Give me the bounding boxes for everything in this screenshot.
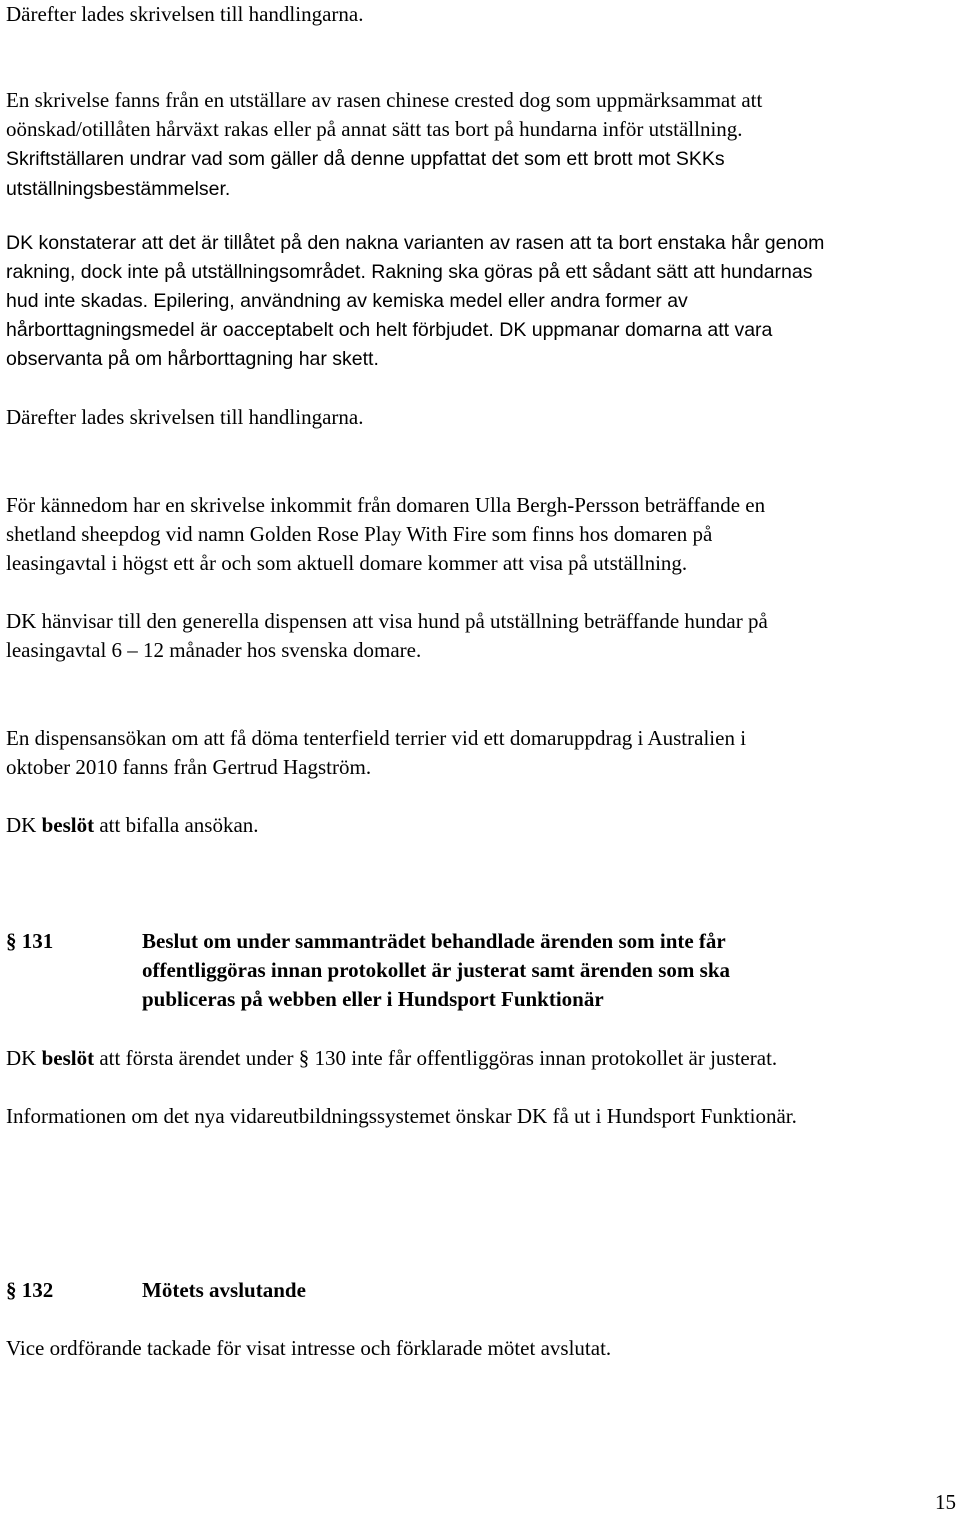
paragraph-meeting-closed: Vice ordförande tackade för visat intresse och förklarade mötet avslutat. xyxy=(6,1336,612,1360)
decision-keyword: beslöt xyxy=(41,1046,95,1070)
paragraph-letter-tail: Skriftställaren undrar vad som gäller då denne uppfattat det som ett brott mot SKKs utställningsbestämmelser. xyxy=(6,148,725,200)
paragraph-dk-conclusion xyxy=(6,229,824,374)
paragraph-letter-chinese-crested xyxy=(6,86,762,204)
paragraph-notice-sheepdog: För kännedom har en skrivelse inkommit från domaren Ulla Bergh-Persson beträffande en shetland sheepdog vid namn Golden Rose Play With Fire som finns hos domaren på leasingavtal i högst ett år och som aktuell domare kommer att visa på utställning. xyxy=(6,493,766,575)
paragraph-dk-decision-1 xyxy=(6,811,259,840)
section-132-number: § 132 xyxy=(6,1278,54,1302)
page-number: 15 xyxy=(935,1490,956,1514)
section-131 xyxy=(6,927,956,1014)
paragraph-letter-lead: En skrivelse fanns från en utställare av rasen chinese crested dog som uppmärksammat att oönskad/otillåten hårväxt rakas eller på annat sätt tas bort på hundarna inför utställning. xyxy=(6,88,763,141)
decision-suffix: att första ärendet under § 130 inte får offentliggöras innan protokollet är justerat. xyxy=(94,1046,778,1070)
paragraph-closing-note-1: Därefter lades skrivelsen till handlingarna. xyxy=(6,2,364,26)
paragraph-dispensation-application: En dispensansökan om att få döma tenterfield terrier vid ett domaruppdrag i Australien i oktober 2010 fanns från Gertrud Hagström. xyxy=(6,726,747,779)
section-131-number: § 131 xyxy=(6,929,54,953)
paragraph-dk-conclusion-tail: Rakning ska göras på ett sådant sätt att hundarnas hud inte skadas. Epilering, användning av kemiska medel eller andra former av hårborttagningsmedel är oacceptabelt och helt förbjudet. DK uppmanar domarna att vara observanta på om hårborttagning har skett. xyxy=(6,261,813,370)
paragraph-closing-note-2: Därefter lades skrivelsen till handlingarna. xyxy=(6,405,364,429)
paragraph-information: Informationen om det nya vidareutbildningssystemet önskar DK få ut i Hundsport Funktionär. xyxy=(6,1104,797,1128)
decision-prefix: DK xyxy=(6,813,42,837)
document-page xyxy=(6,0,956,1515)
decision-keyword: beslöt xyxy=(41,813,95,837)
section-132 xyxy=(6,1276,956,1305)
decision-prefix: DK xyxy=(6,1046,42,1070)
section-131-heading: Beslut om under sammanträdet behandlade ärenden som inte får offentliggöras innan protokollet är justerat samt ärenden som ska publiceras på webben eller i Hundsport Funktionär xyxy=(142,929,730,1011)
decision-suffix: att bifalla ansökan. xyxy=(94,813,259,837)
section-132-heading: Mötets avslutande xyxy=(142,1278,306,1302)
paragraph-dk-dispensation: DK hänvisar till den generella dispensen att visa hund på utställning beträffande hundar på leasingavtal 6 – 12 månader hos svenska domare. xyxy=(6,609,768,662)
paragraph-dk-decision-2 xyxy=(6,1044,777,1073)
paragraph-dk-conclusion-lead: DK konstaterar att det är tillåtet på den nakna varianten av rasen att ta bort enstaka hår genom rakning, dock inte på utställningsområdet. xyxy=(6,232,825,283)
